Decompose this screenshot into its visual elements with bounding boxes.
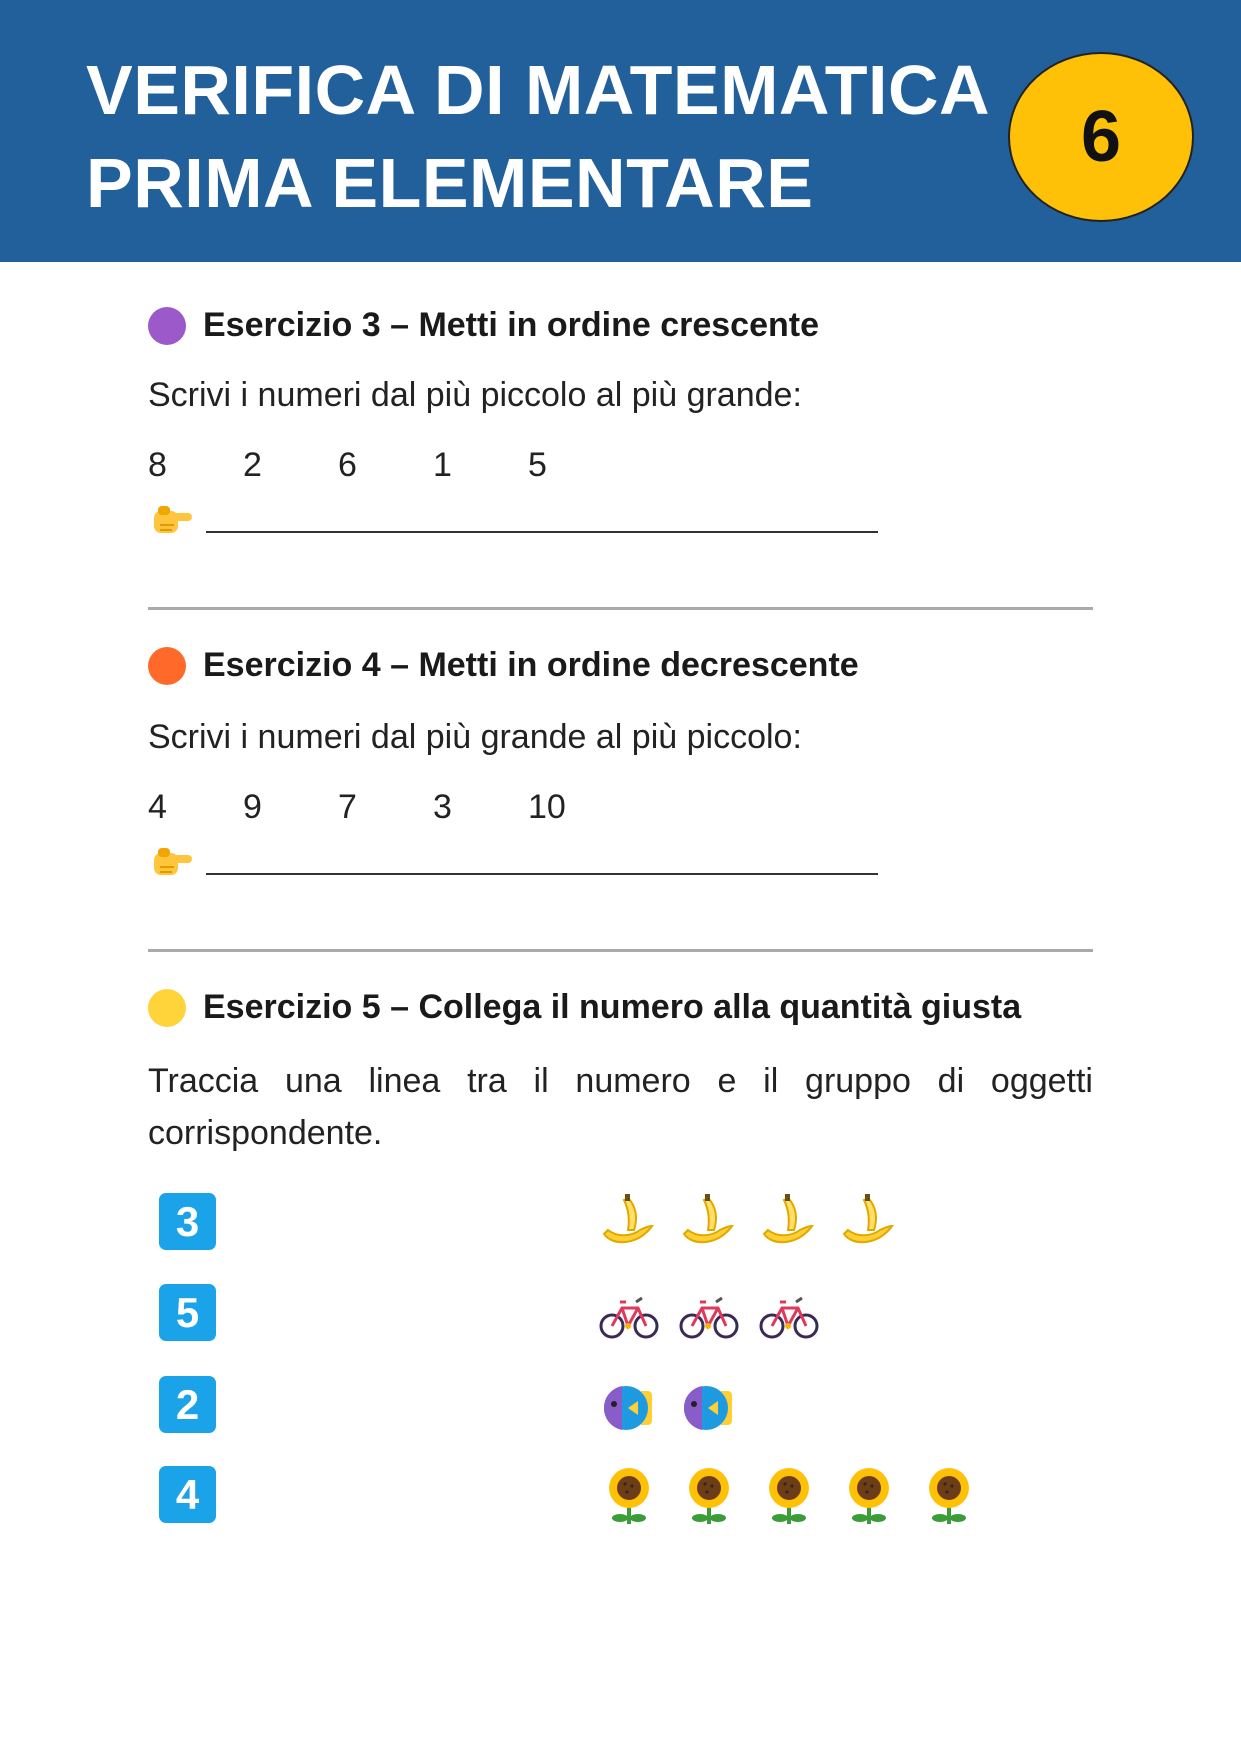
bicycle-group[interactable] (598, 1284, 838, 1346)
number: 4 (148, 788, 167, 826)
sunflower-icon (838, 1464, 900, 1526)
number-tile[interactable]: 3 (159, 1193, 216, 1250)
number: 1 (433, 446, 452, 484)
exercise-3-title (148, 306, 819, 345)
banana-icon (838, 1190, 900, 1252)
divider (148, 607, 1093, 610)
exercise-3-answer (152, 503, 878, 537)
number-tile[interactable]: 2 (159, 1376, 216, 1433)
exercise-3-numbers (148, 446, 623, 485)
bicycle-icon (758, 1284, 820, 1346)
number: 9 (243, 788, 262, 826)
purple-dot-icon (148, 307, 186, 345)
number: 7 (338, 788, 357, 826)
fish-icon (678, 1377, 740, 1439)
exercise-4-title (148, 646, 859, 685)
banana-icon (598, 1190, 660, 1252)
banana-icon (758, 1190, 820, 1252)
sunflower-icon (678, 1464, 740, 1526)
sunflower-icon (758, 1464, 820, 1526)
exercise-4-instruction: Scrivi i numeri dal più grande al più piccolo: (148, 718, 802, 756)
grade-badge: 6 (1008, 52, 1194, 222)
page-header (0, 0, 1241, 262)
exercise-4-numbers (148, 788, 623, 827)
sunflower-group[interactable] (598, 1464, 998, 1526)
exercise-5-title (148, 988, 1021, 1027)
yellow-dot-icon (148, 989, 186, 1027)
number: 8 (148, 446, 167, 484)
exercise-3-title-text: Esercizio 3 – Metti in ordine crescente (203, 306, 820, 344)
fish-icon (598, 1377, 660, 1439)
sunflower-icon (598, 1464, 660, 1526)
number: 5 (528, 446, 547, 484)
answer-line[interactable] (206, 531, 878, 533)
exercise-5-instruction: Traccia una linea tra il numero e il gruppo di oggetti corrispondente. (148, 1062, 1093, 1152)
number: 3 (433, 788, 452, 826)
fish-group[interactable] (598, 1377, 758, 1439)
sunflower-icon (918, 1464, 980, 1526)
bicycle-icon (678, 1284, 740, 1346)
exercise-3-instruction: Scrivi i numeri dal più piccolo al più grande: (148, 376, 802, 414)
exercise-4-title-text: Esercizio 4 – Metti in ordine decrescente (203, 646, 859, 684)
exercise-4-answer (152, 845, 878, 879)
pointing-hand-icon (152, 503, 194, 537)
answer-line[interactable] (206, 873, 878, 875)
banana-group[interactable] (598, 1190, 918, 1252)
number: 2 (243, 446, 262, 484)
exercise-5-title-text: Esercizio 5 – Collega il numero alla quantità giusta (203, 988, 1022, 1026)
page-title (86, 44, 990, 230)
orange-dot-icon (148, 647, 186, 685)
pointing-hand-icon (152, 845, 194, 879)
title-line-2: PRIMA ELEMENTARE (86, 144, 814, 222)
title-line-1: VERIFICA DI MATEMATICA (86, 51, 991, 129)
bicycle-icon (598, 1284, 660, 1346)
number-tile[interactable]: 5 (159, 1284, 216, 1341)
number-tile[interactable]: 4 (159, 1466, 216, 1523)
banana-icon (678, 1190, 740, 1252)
number: 6 (338, 446, 357, 484)
number: 10 (528, 788, 566, 826)
divider (148, 949, 1093, 952)
